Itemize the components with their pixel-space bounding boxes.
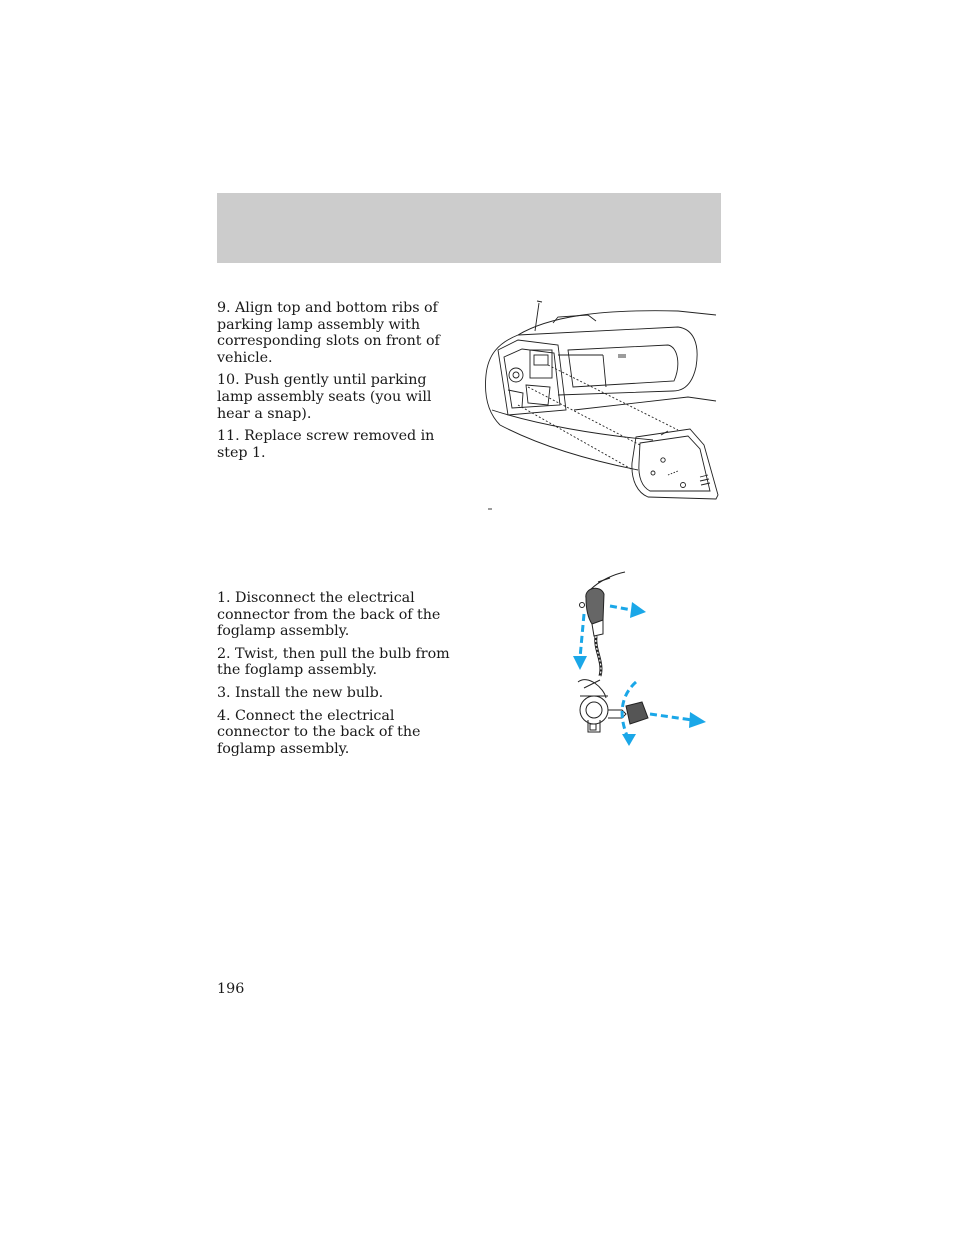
step-9: 9. Align top and bottom ribs of parking lamp assembly with corresponding slots on front of vehicle.	[217, 300, 440, 366]
section-header-band	[217, 193, 721, 263]
step-10: 10. Push gently until parking lamp assembly seats (you will hear a snap).	[217, 372, 432, 422]
fog-step-1: 1. Disconnect the electrical connector from the back of the foglamp assembly.	[217, 590, 441, 640]
foglamp-steps	[217, 590, 462, 763]
fog-step-3: 3. Install the new bulb.	[217, 684, 384, 701]
page-number: 196	[217, 981, 245, 997]
parking-lamp-illustration	[478, 295, 721, 515]
parking-lamp-steps	[217, 300, 462, 467]
foglamp-illustration	[570, 570, 720, 750]
fog-step-4: 4. Connect the electrical connector to the back of the foglamp assembly.	[217, 707, 421, 757]
step-11: 11. Replace screw removed in step 1.	[217, 428, 435, 461]
fog-step-2: 2. Twist, then pull the bulb from the foglamp assembly.	[217, 645, 450, 679]
